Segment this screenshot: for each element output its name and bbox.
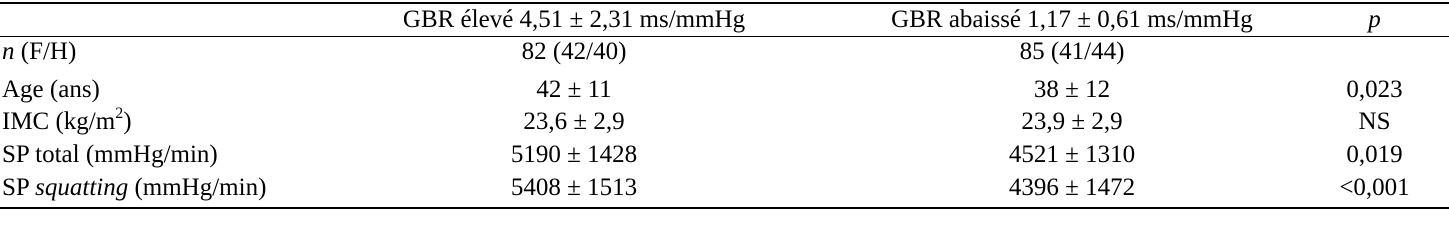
table-row [0, 139, 1449, 171]
row-label-post: (mmHg/min) [128, 174, 267, 201]
cell-p-value: <0,001 [1339, 174, 1410, 201]
row-label-italic: squatting [35, 174, 129, 201]
header-gbr-eleve: GBR élevé 4,51 ± 2,31 ms/mmHg [402, 6, 746, 33]
row-label [2, 36, 76, 68]
row-label-pre: IMC (kg/m [2, 108, 116, 135]
row-label-pre: SP [2, 174, 36, 201]
header-row [0, 4, 1449, 36]
row-label: SP total (mmHg/min) [2, 141, 218, 168]
header-gbr-abaisse: GBR abaissé 1,17 ± 0,61 ms/mmHg [891, 6, 1253, 33]
cell-gbr-abaisse: 4396 ± 1472 [1008, 174, 1136, 201]
cell-gbr-eleve: 82 (42/40) [521, 38, 627, 65]
cell-gbr-eleve: 23,6 ± 2,9 [523, 108, 625, 135]
cell-gbr-abaisse: 4521 ± 1310 [1008, 141, 1136, 168]
cell-gbr-abaisse: 23,9 ± 2,9 [1021, 108, 1123, 135]
cell-p-value [1300, 36, 1449, 68]
header-p-value: p [1368, 6, 1381, 33]
row-label-superscript: 2 [115, 104, 124, 122]
cell-gbr-eleve: 5190 ± 1428 [510, 141, 638, 168]
table-row [0, 36, 1449, 68]
row-label: Age (ans) [2, 76, 100, 103]
cell-gbr-eleve: 42 ± 11 [536, 76, 612, 103]
row-label [2, 106, 132, 138]
bottom-rule [0, 207, 1449, 209]
row-label-italic: n [2, 38, 15, 65]
row-label-post: ) [123, 108, 132, 135]
table-row [0, 74, 1449, 106]
cell-p-value: NS [1358, 108, 1391, 135]
table-row [0, 172, 1449, 204]
cell-gbr-eleve: 5408 ± 1513 [510, 174, 638, 201]
row-label [2, 172, 266, 204]
cell-gbr-abaisse: 85 (41/44) [1019, 38, 1125, 65]
row-label-rest: (F/H) [14, 38, 77, 65]
cell-p-value: 0,019 [1346, 141, 1403, 168]
cell-p-value: 0,023 [1346, 76, 1403, 103]
cell-gbr-abaisse: 38 ± 12 [1033, 76, 1111, 103]
table-row [0, 106, 1449, 138]
